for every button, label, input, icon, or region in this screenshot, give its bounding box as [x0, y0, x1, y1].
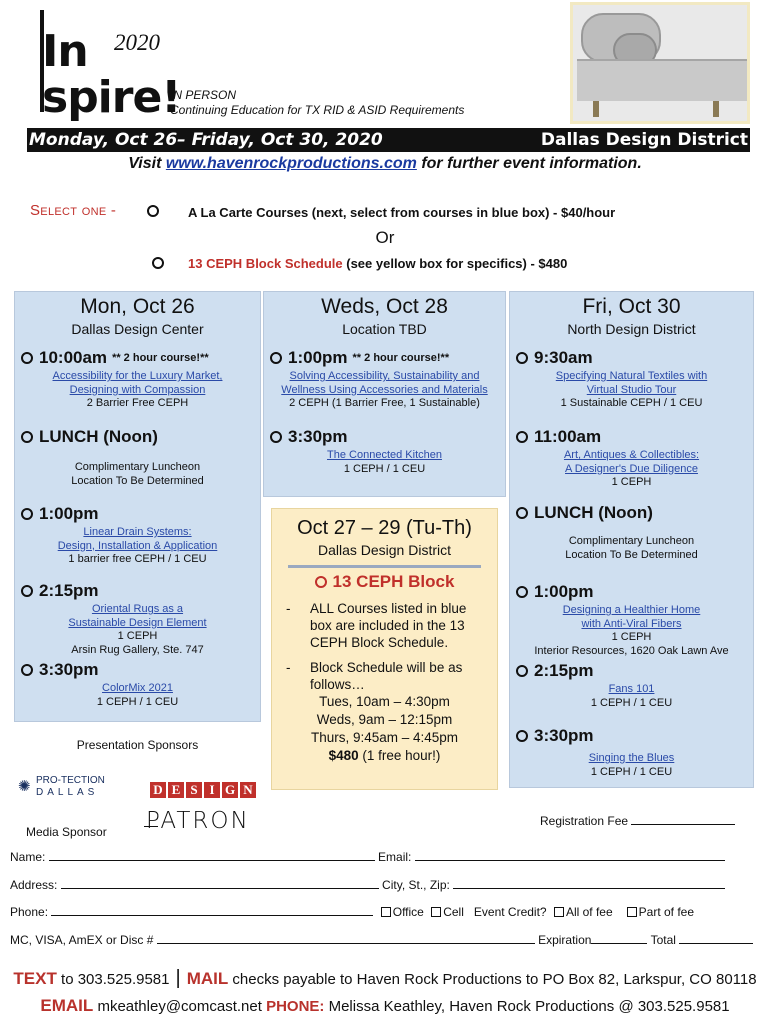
wed-slot-2: [264, 427, 505, 476]
course-title[interactable]: Design, Installation & Application: [57, 539, 218, 552]
name-row: [10, 850, 725, 864]
block-schedule-desc: (see yellow box for specifics) - $480: [342, 256, 568, 271]
email-field[interactable]: [415, 850, 725, 861]
logo-line-2: spire!: [42, 72, 181, 123]
slot-time: 1:00pm: [39, 504, 99, 523]
protection-text: PRO-TECTION: [36, 775, 105, 786]
sofa-pillow-photo: [570, 2, 750, 124]
total-field[interactable]: [679, 933, 753, 944]
bullet-text: ALL Courses listed in blue box are included in the 13 CEPH Block Schedule.: [310, 601, 467, 650]
block-schedule-radio[interactable]: [152, 257, 164, 269]
course-title[interactable]: with Anti-Viral Fibers: [581, 617, 682, 630]
lunch-desc: Complimentary Luncheon: [74, 461, 201, 473]
expiration-field[interactable]: [591, 933, 647, 944]
block-thu: Thurs, 9:45am – 4:45pm: [310, 730, 459, 745]
fri-930-radio[interactable]: [516, 352, 528, 364]
slot-time: 3:30pm: [534, 726, 594, 745]
event-credit-label: Event Credit?: [473, 905, 547, 919]
in-person-caption: [170, 88, 464, 118]
course-title[interactable]: A Designer's Due Diligence: [565, 462, 698, 475]
course-credit: 1 CEPH / 1 CEU: [590, 765, 673, 778]
a-la-carte-option: A La Carte Courses (next, select from courses in blue box) - $40/hour: [188, 205, 616, 220]
course-title[interactable]: Art, Antiques & Collectibles:: [563, 449, 700, 461]
card-row: [10, 933, 753, 947]
office-checkbox[interactable]: [381, 907, 391, 917]
monday-title: Mon, Oct 26: [80, 295, 195, 318]
registration-fee: [540, 814, 735, 828]
monday-location: Dallas Design Center: [71, 321, 204, 337]
design-letter: E: [168, 782, 184, 798]
separator: |: [175, 967, 181, 989]
mon-330-radio[interactable]: [21, 664, 33, 676]
course-title[interactable]: The Connected Kitchen: [327, 449, 442, 461]
all-fee-checkbox[interactable]: [554, 907, 564, 917]
fri-1100-radio[interactable]: [516, 431, 528, 443]
card-label: MC, VISA, AmEX or Disc #: [10, 933, 154, 947]
event-year: 2020: [114, 30, 160, 55]
mon-lunch-radio[interactable]: [21, 431, 33, 443]
select-one-label: Select one -: [30, 202, 117, 219]
date-range: Monday, Oct 26– Friday, Oct 30, 2020: [29, 130, 383, 150]
block-name: 13 CEPH Block: [332, 572, 455, 591]
block-location: Dallas Design District: [317, 542, 452, 558]
course-credit: 2 CEPH (1 Barrier Free, 1 Sustainable): [289, 397, 480, 409]
lunch-desc: Complimentary Luncheon: [568, 535, 695, 547]
slot-time: 10:00am: [39, 348, 108, 367]
course-credit: 2 Barrier Free CEPH: [86, 397, 189, 409]
phone-field[interactable]: [51, 905, 373, 916]
block-tue: Tues, 10am – 4:30pm: [319, 694, 450, 709]
course-credit: 1 CEPH: [117, 630, 158, 642]
slot-note: ** 2 hour course!**: [112, 352, 209, 364]
wed-slot-1: [264, 348, 505, 411]
phone-row: [10, 905, 694, 919]
card-field[interactable]: [157, 933, 535, 944]
footer-contact-line-2: [0, 996, 770, 1016]
course-credit: 1 Sustainable CEPH / 1 CEU: [560, 397, 703, 409]
dallas-text: DALLAS: [36, 787, 99, 798]
fri-slot-6: [510, 726, 753, 779]
phone-label: Phone:: [10, 905, 49, 919]
visit-line: [0, 155, 770, 173]
slot-time: LUNCH (Noon): [39, 427, 158, 446]
address-field[interactable]: [61, 878, 379, 889]
bullet-text: Block Schedule will be as follows…: [310, 660, 463, 692]
design-letter: D: [150, 782, 166, 798]
part-fee-label: Part of fee: [638, 905, 695, 919]
mail-address: checks payable to Haven Rock Productions to PO Box 82, Larkspur, CO 80118: [228, 971, 757, 988]
city-label: City, St., Zip:: [382, 878, 450, 892]
sunburst-icon: ✺: [18, 778, 31, 795]
fri-slot-1: [510, 348, 753, 411]
course-credit: 1 barrier free CEPH / 1 CEU: [68, 553, 207, 565]
mon-slot-lunch: [15, 427, 260, 488]
date-banner: [27, 128, 750, 152]
design-letter: I: [204, 782, 220, 798]
district-label: Dallas Design District: [540, 130, 748, 150]
block-dates: Oct 27 – 29 (Tu-Th): [297, 517, 472, 539]
slot-time: 9:30am: [534, 348, 593, 367]
phone-label-footer: PHONE:: [266, 998, 325, 1015]
friday-title: Fri, Oct 30: [582, 295, 681, 318]
name-label: Name:: [10, 850, 46, 864]
block-schedule-box: [271, 508, 498, 790]
mon-215-radio[interactable]: [21, 585, 33, 597]
course-credit: 1 CEPH / 1 CEU: [590, 696, 673, 709]
slot-note: ** 2 hour course!**: [352, 352, 450, 364]
slot-time: 3:30pm: [288, 427, 348, 446]
fri-100-radio[interactable]: [516, 586, 528, 598]
design-letter: S: [186, 782, 202, 798]
visit-suffix: for further event information.: [416, 155, 642, 172]
design-letter: N: [240, 782, 256, 798]
block-wed: Weds, 9am – 12:15pm: [316, 712, 453, 727]
slot-time: 1:00pm: [534, 582, 594, 601]
text-label: TEXT: [13, 969, 57, 988]
course-credit: 1 CEPH: [611, 476, 652, 488]
course-title[interactable]: Solving Accessibility, Sustainability and: [289, 370, 480, 382]
course-title[interactable]: Designing with Compassion: [69, 383, 206, 396]
fri-lunch-radio[interactable]: [516, 507, 528, 519]
block-schedule-option: [188, 256, 567, 271]
mon-100-radio[interactable]: [21, 508, 33, 520]
address-row: [10, 878, 725, 892]
course-title[interactable]: Linear Drain Systems:: [83, 526, 192, 538]
lunch-location: Location To Be Determined: [565, 548, 698, 561]
friday-location: North Design District: [567, 321, 696, 337]
slot-time: 3:30pm: [39, 660, 99, 679]
wednesday-location: Location TBD: [342, 321, 427, 337]
course-location: Interior Resources, 1620 Oak Lawn Ave: [534, 644, 729, 657]
course-credit: 1 CEPH / 1 CEU: [96, 695, 179, 708]
office-label: Office: [392, 905, 424, 919]
part-fee-checkbox[interactable]: [627, 907, 637, 917]
course-title[interactable]: Specifying Natural Textiles with: [555, 370, 708, 382]
slot-time: LUNCH (Noon): [534, 503, 653, 522]
total-label: Total: [650, 933, 676, 947]
block-price: $480: [328, 748, 359, 763]
mail-label: MAIL: [186, 969, 229, 988]
cell-checkbox[interactable]: [431, 907, 441, 917]
patron-logo: PATRON: [146, 808, 250, 834]
a-la-carte-radio[interactable]: [147, 205, 159, 217]
footer-contact-line-1: [0, 967, 770, 990]
course-title[interactable]: Wellness Using Accessories and Materials: [281, 383, 488, 396]
logo-line-1: In: [42, 26, 88, 77]
lunch-location: Location To Be Determined: [71, 474, 204, 487]
all-fee-label: All of fee: [565, 905, 613, 919]
course-credit: 1 CEPH: [611, 631, 652, 643]
name-field[interactable]: [49, 850, 375, 861]
course-title[interactable]: Singing the Blues: [588, 752, 675, 764]
mon-slot-5: [15, 660, 260, 709]
course-title[interactable]: Oriental Rugs as a: [91, 603, 184, 615]
reg-fee-field[interactable]: [631, 814, 735, 825]
visit-prefix: Visit: [128, 155, 166, 172]
reg-fee-label: Registration Fee: [540, 814, 629, 828]
mon-slot-4: [15, 581, 260, 657]
fri-slot-4: [510, 582, 753, 658]
fri-330-radio[interactable]: [516, 730, 528, 742]
block-bullet-1: - ALL Courses listed in blue box are included in the 13 CEPH Block Schedule.: [272, 600, 497, 651]
email-address: mkeathley@comcast.net: [93, 998, 267, 1015]
block-price-note: (1 free hour!): [358, 748, 441, 763]
email-label-footer: EMAIL: [40, 996, 94, 1015]
course-title[interactable]: Sustainable Design Element: [68, 616, 207, 629]
phone-contact: Melissa Keathley, Haven Rock Productions @ 303.525.9581: [324, 998, 730, 1015]
slot-time: 2:15pm: [534, 661, 594, 680]
ce-requirements: Continuing Education for TX RID & ASID Requirements: [170, 103, 465, 117]
protection-dallas-logo: [18, 775, 118, 799]
wednesday-title: Weds, Oct 28: [321, 295, 448, 318]
fri-slot-5: [510, 661, 753, 710]
slot-time: 2:15pm: [39, 581, 99, 600]
slot-time: 11:00am: [534, 427, 602, 446]
friday-column: [509, 291, 754, 788]
city-field[interactable]: [453, 878, 725, 889]
website-link[interactable]: www.havenrockproductions.com: [165, 155, 417, 172]
course-title[interactable]: Virtual Studio Tour: [586, 383, 677, 396]
block-radio[interactable]: [315, 576, 327, 588]
fri-slot-2: [510, 427, 753, 490]
block-schedule-link: 13 CEPH Block Schedule: [188, 256, 343, 271]
mon-slot-3: [15, 504, 260, 567]
block-times: [272, 693, 497, 765]
address-label: Address:: [10, 878, 58, 892]
fri-215-radio[interactable]: [516, 665, 528, 677]
block-bullet-2: - Block Schedule will be as follows…: [272, 659, 497, 693]
wed-330-radio[interactable]: [270, 431, 282, 443]
course-title[interactable]: ColorMix 2021: [102, 682, 173, 694]
course-title[interactable]: Accessibility for the Luxury Market,: [52, 370, 223, 382]
media-sponsor-label: Media Sponsor: [26, 825, 107, 839]
design-logo: [150, 774, 258, 800]
course-credit: 1 CEPH / 1 CEU: [343, 462, 426, 475]
course-title[interactable]: Fans 101: [608, 683, 655, 695]
cell-label: Cell: [443, 905, 464, 919]
expiration-label: Expiration: [538, 933, 592, 947]
email-label: Email:: [378, 850, 412, 864]
mon-1000-radio[interactable]: [21, 352, 33, 364]
course-location: Arsin Rug Gallery, Ste. 747: [71, 643, 204, 656]
inspire-logo: [38, 10, 181, 123]
monday-column: [14, 291, 261, 722]
course-title[interactable]: Designing a Healthier Home: [562, 604, 701, 616]
mon-slot-1: [15, 348, 260, 411]
text-number: to 303.525.9581: [56, 971, 170, 988]
or-divider: Or: [375, 228, 395, 247]
wed-100-radio[interactable]: [270, 352, 282, 364]
slot-time: 1:00pm: [288, 348, 348, 367]
design-letter: G: [222, 782, 238, 798]
in-person-label: IN PERSON: [170, 88, 237, 102]
presentation-sponsors-label: Presentation Sponsors: [76, 738, 199, 752]
fri-slot-lunch: [510, 503, 753, 562]
wednesday-column: [263, 291, 506, 497]
